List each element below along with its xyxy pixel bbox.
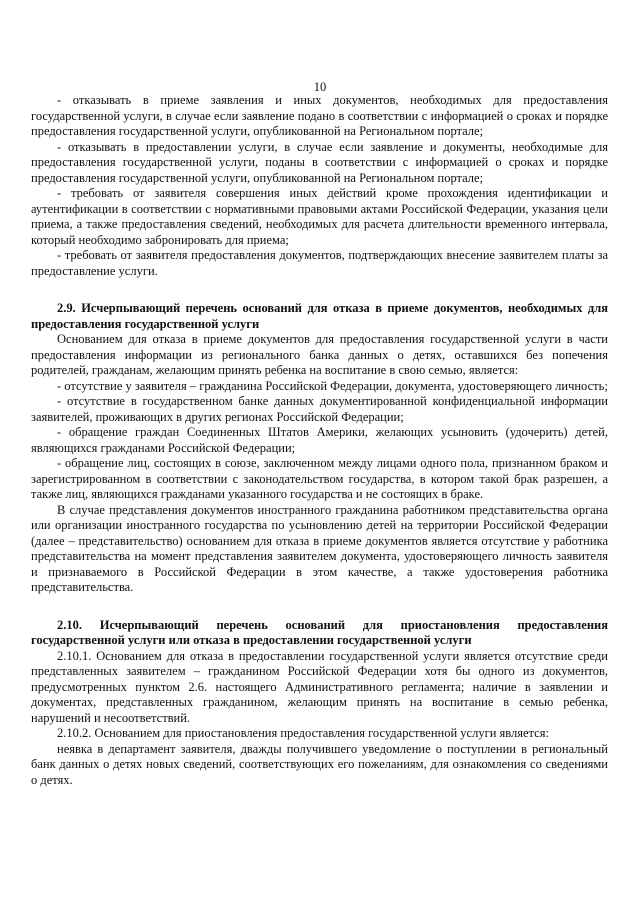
page-number: 10 bbox=[313, 80, 327, 94]
section-2-9-heading: 2.9. Исчерпывающий перечень оснований для отказа в приеме документов, необходимых для предоставления государственной услуги bbox=[31, 301, 608, 331]
document-body bbox=[31, 93, 608, 788]
section-2-9-item-3: - обращение граждан Соединенных Штатов Америки, желающих усыновить (удочерить) детей, являющихся гражданами Российской Федерации; bbox=[31, 425, 608, 455]
intro-item-1: - отказывать в приеме заявления и иных документов, необходимых для предоставления государственной услуги, в случае если заявление подано в соответствии с информацией о сроках и порядке предоставления государственной услуги, опубликованной на Региональном портале; bbox=[31, 93, 608, 138]
section-gap bbox=[31, 596, 608, 618]
section-2-9-closing: В случае представления документов иностранного гражданина работником представительства органа или организации иностранного государства по усыновлению детей на территории Российской Федерации (далее – представительство) основанием для отказа в приеме документов является отсутствие у работника представительства на момент представления заявителем документа, удостоверяющего личность заявителя и признаваемого в Российской Федерации в этом качестве, а также удостоверения работника представительства. bbox=[31, 502, 608, 594]
intro-item-2: - отказывать в предоставлении услуги, в случае если заявление и документы, необходимые для предоставления государственной услуги, поданы в соответствии с информацией о сроках и порядке предоставления государственной услуги, опубликованной на Региональном портале; bbox=[31, 139, 608, 185]
section-2-10-2-ground: неявка в департамент заявителя, дважды получившего уведомление о поступлении в региональный банк данных о детях новых сведений, соответствующих его пожеланиям, для ознакомления со сведениями о детях. bbox=[31, 741, 608, 787]
intro-item-3: - требовать от заявителя совершения иных действий кроме прохождения идентификации и аутентификации в соответствии с нормативными правовыми актами Российской Федерации, указания цели приема, а также предоставления сведений, необходимых для расчета длительности временного интервала, который необходимо забронировать для приема; bbox=[31, 186, 608, 247]
section-gap bbox=[31, 279, 608, 301]
section-2-9-intro: Основанием для отказа в приеме документов для предоставления государственной услуги в части предоставления информации из регионального банка данных о детях, оставшихся без попечения родителей, гражданам, желающим принять ребенка на воспитание в свою семью, является: bbox=[31, 332, 608, 377]
section-2-9-item-4: - обращение лиц, состоящих в союзе, заключенном между лицами одного пола, признанном браком и зарегистрированном в соответствии с законодательством государства, в котором такой брак разрешен, а также лиц, являющихся гражданами указанного государства и не состоящих в браке. bbox=[31, 456, 608, 501]
section-2-9-item-2: - отсутствие в государственном банке данных документированной конфиденциальной информации заявителей, проживающих в других регионах Российской Федерации; bbox=[31, 394, 608, 424]
intro-item-4: - требовать от заявителя предоставления документов, подтверждающих внесение заявителем платы за предоставление услуги. bbox=[31, 248, 608, 278]
section-2-10-1: 2.10.1. Основанием для отказа в предоставлении государственной услуги является отсутствие среди представленных заявителем – гражданином Российской Федерации хотя бы одного из документов, предусмотренных пунктом 2.6. настоящего Административного регламента; наличие в заявлении и документах, представленных гражданином, желающим принять на воспитание в семью ребенка, нарушений и несоответствий. bbox=[31, 648, 608, 725]
section-2-9-item-1: - отсутствие у заявителя – гражданина Российской Федерации, документа, удостоверяющего личность; bbox=[57, 378, 608, 393]
section-2-10-2: 2.10.2. Основанием для приостановления предоставления государственной услуги является: bbox=[57, 726, 549, 740]
section-2-10-heading: 2.10. Исчерпывающий перечень оснований для приостановления предоставления государственной услуги или отказа в предоставлении государственной услуги bbox=[31, 617, 608, 647]
